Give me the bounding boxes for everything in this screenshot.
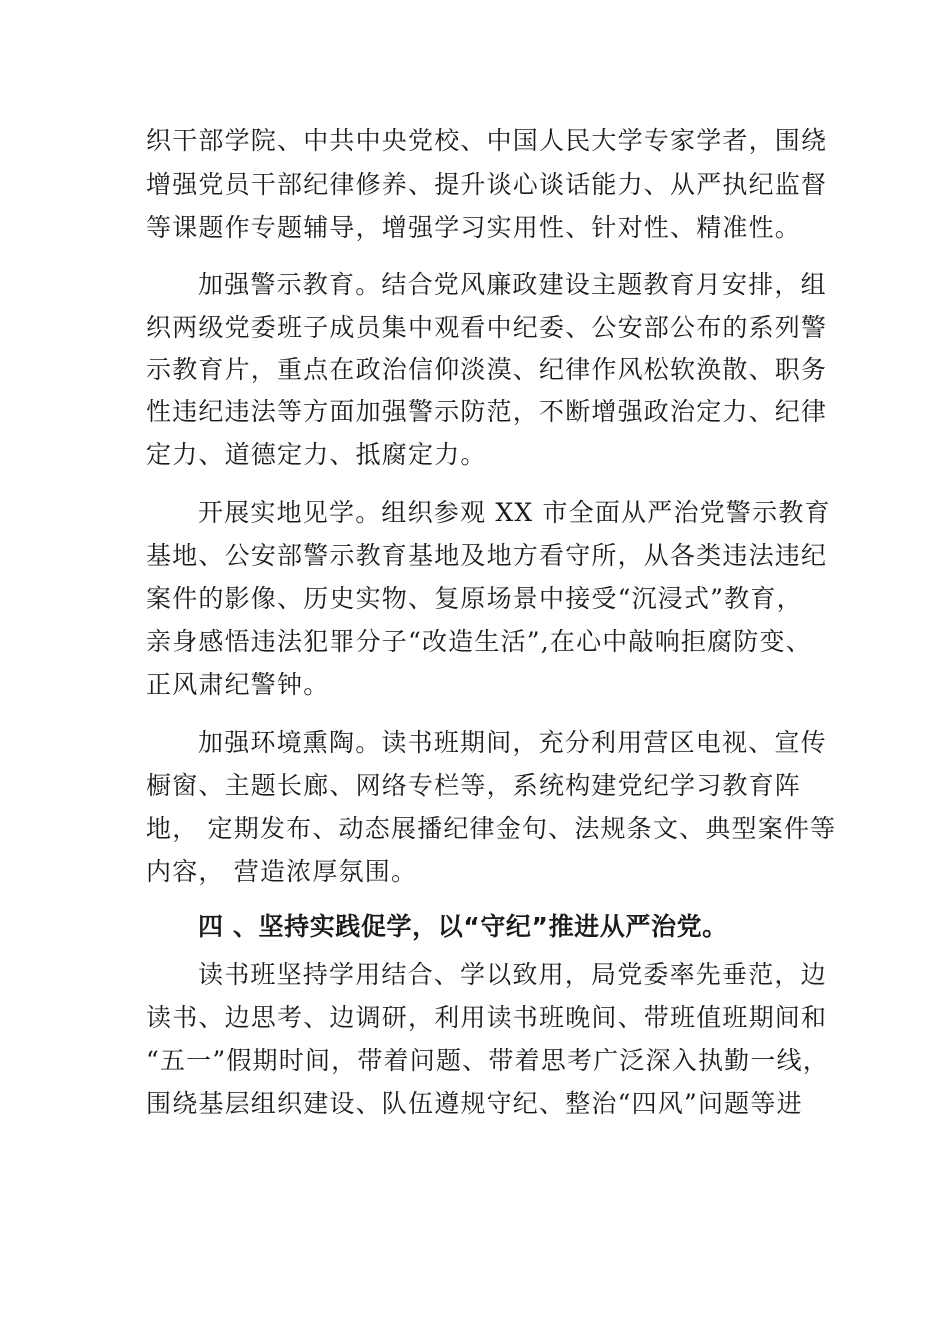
body-text-line: 亲身感悟违法犯罪分子“改造生活”,在心中敲响拒腐防变、 [146, 627, 812, 656]
paragraph-first-line: 读书班坚持学用结合、学以致用，局党委率先垂范，边 [198, 960, 827, 989]
body-text-line: 围绕基层组织建设、队伍遵规守纪、整治“四风”问题等进 [146, 1089, 803, 1118]
body-text-line: 示教育片，重点在政治信仰淡漠、纪律作风松软涣散、职务 [146, 355, 828, 384]
body-text-line: 性违纪违法等方面加强警示防范，不断增强政治定力、纪律 [146, 397, 828, 426]
body-text-line: 织干部学院、中共中央党校、中国人民大学专家学者，围绕 [146, 126, 828, 155]
body-text-line: 基地、公安部警示教育基地及地方看守所，从各类违法违纪 [146, 541, 828, 570]
body-text-line: 内容， 营造浓厚氛围。 [146, 857, 418, 886]
paragraph-first-line: 加强环境熏陶。读书班期间，充分利用营区电视、宣传 [198, 728, 827, 757]
body-text-line: 地， 定期发布、动态展播纪律金句、法规条文、典型案件等 [146, 814, 837, 843]
body-text-line: 案件的影像、历史实物、复原场景中接受“沉浸式”教育， [146, 584, 803, 613]
section-heading: 四 、坚持实践促学，以“守纪”推进从严治党。 [198, 912, 728, 941]
body-text-line: 增强党员干部纪律修养、提升谈心谈话能力、从严执纪监督 [146, 170, 828, 199]
body-text-line: 橱窗、主题长廊、网络专栏等，系统构建党纪学习教育阵 [146, 771, 802, 800]
body-text-line: 定力、道德定力、抵腐定力。 [146, 440, 487, 469]
paragraph-first-line: 加强警示教育。结合党风廉政建设主题教育月安排，组 [198, 270, 827, 299]
body-text-line: 正风肃纪警钟。 [146, 670, 330, 699]
body-text-line: 读书、边思考、边调研，利用读书班晚间、带班值班期间和 [146, 1003, 828, 1032]
body-text-line: “五一”假期时间，带着问题、带着思考广泛深入执勤一线， [146, 1046, 829, 1075]
paragraph-first-line: 开展实地见学。组织参观 XX 市全面从严治党警示教育 [198, 498, 831, 527]
body-text-line: 等课题作专题辅导，增强学习实用性、针对性、精准性。 [146, 213, 802, 242]
body-text-line: 织两级党委班子成员集中观看中纪委、公安部公布的系列警 [146, 313, 828, 342]
